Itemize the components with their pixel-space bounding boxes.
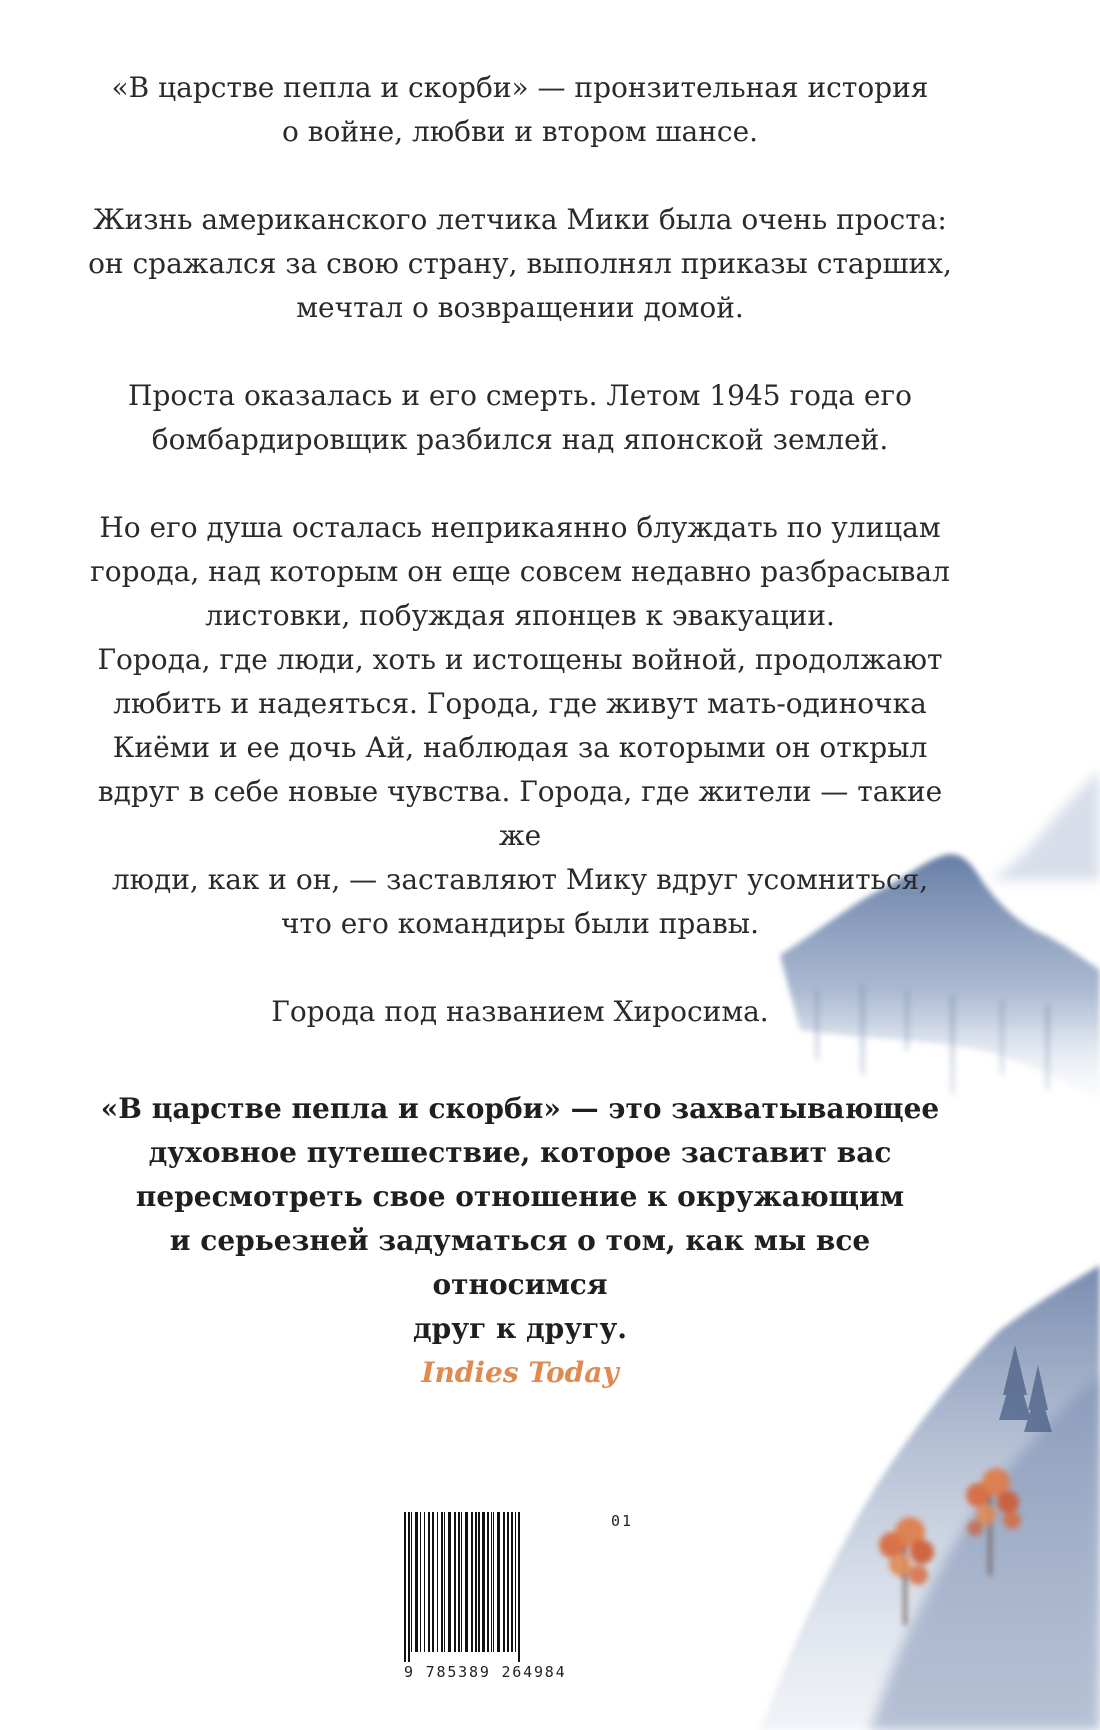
barcode-bar <box>448 1512 451 1652</box>
barcode-bars <box>398 1512 608 1666</box>
barcode-bar <box>454 1512 456 1652</box>
barcode-bar <box>515 1512 516 1652</box>
barcode-bar <box>458 1512 460 1652</box>
description-paragraph-1: «В царстве пепла и скорби» — пронзительная история о войне, любви и втором шансе. <box>111 71 929 148</box>
barcode-bar <box>408 1512 410 1662</box>
barcode-digits: 9 785389 264984 <box>404 1663 567 1681</box>
barcode-bar <box>444 1512 445 1652</box>
description-paragraph-2: Жизнь американского летчика Мики была очень проста: он сражался за свою страну, выполнял приказы старших, мечтал о возвращении домой. <box>88 203 952 324</box>
isbn-barcode <box>398 1512 648 1682</box>
barcode-bar <box>482 1512 485 1652</box>
barcode-bar <box>428 1512 430 1652</box>
barcode-bar <box>411 1512 412 1652</box>
barcode-bar <box>432 1512 434 1652</box>
review-quote-text: «В царстве пепла и скорби» — это захватывающее духовное путешествие, которое заставит вас пересмотреть свое отношение к окружающим и серьезней задуматься о том, как мы все относимся друг к другу. <box>100 1092 940 1345</box>
barcode-bar <box>471 1512 473 1652</box>
far-ridge <box>990 770 1100 880</box>
barcode-bar <box>420 1512 421 1652</box>
barcode-bar <box>415 1512 418 1652</box>
barcode-bar <box>461 1512 462 1652</box>
barcode-bar <box>497 1512 500 1652</box>
barcode-bar <box>511 1512 513 1652</box>
description-paragraph-5: Города, где люди, хоть и истощены войной, продолжают любить и надеяться. Города, где живут мать-одиночка Киёми и ее дочь Ай, наблюдая за которыми он открыл вдруг в себе новые чувства. Города, где жители — такие же люди, как и он, — заставляют Мику вдруг усомниться, что его командиры были правы. <box>97 643 943 940</box>
description-paragraph-3: Проста оказалась и его смерть. Летом 1945 года его бомбардировщик разбился над японской землей. <box>128 379 912 456</box>
barcode-bar <box>465 1512 468 1652</box>
description-paragraph-4: Но его душа осталась неприкаянно блуждать по улицам города, над которым он еще совсем недавно разбрасывал листовки, побуждая японцев к эвакуации. <box>90 511 950 632</box>
barcode-bar <box>493 1512 494 1652</box>
book-description <box>80 66 960 1078</box>
barcode-bar <box>507 1512 509 1652</box>
barcode-bar <box>487 1512 489 1652</box>
barcode-bar <box>437 1512 438 1652</box>
barcode-bar <box>475 1512 477 1652</box>
barcode-bar <box>424 1512 425 1652</box>
review-quote <box>80 1087 960 1395</box>
barcode-bar <box>518 1512 520 1662</box>
barcode-bar <box>478 1512 480 1652</box>
barcode-addon-digits: 01 <box>611 1512 634 1530</box>
barcode-bar <box>404 1512 406 1662</box>
barcode-bar <box>503 1512 505 1652</box>
description-paragraph-6: Города под названием Хиросима. <box>271 995 769 1028</box>
barcode-bar <box>491 1512 492 1652</box>
barcode-bar <box>441 1512 443 1652</box>
review-quote-source: Indies Today <box>421 1356 619 1389</box>
